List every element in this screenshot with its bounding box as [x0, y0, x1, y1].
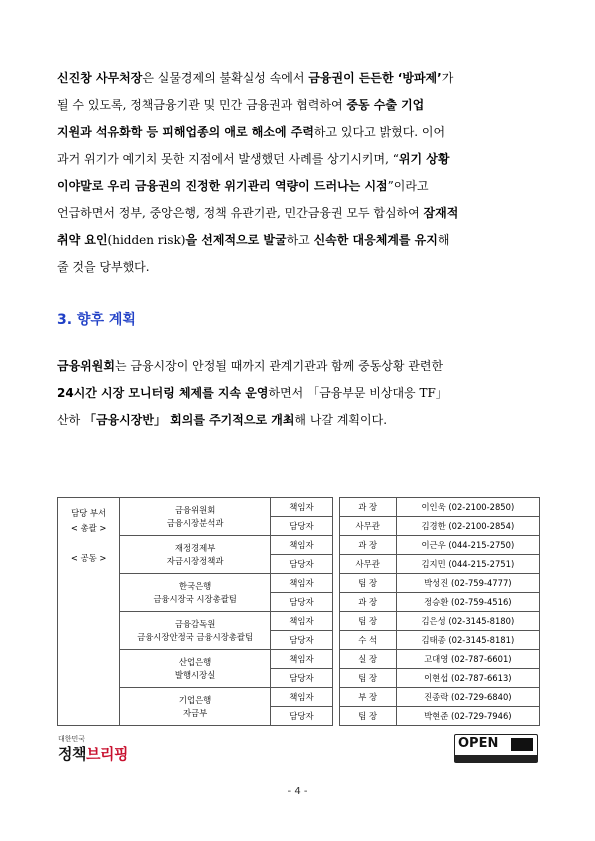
text: (hidden risk) [107, 233, 186, 247]
bold-text: 중동 수출 기업 [346, 98, 425, 112]
open-license-badge: OPEN [454, 734, 538, 763]
organization-cell: 재정경제부 자금시장정책과 [120, 536, 271, 574]
bold-text: 을 선제적으로 발굴 [185, 233, 287, 247]
bold-text: 잠재적 [423, 206, 459, 220]
contact-table [57, 497, 540, 726]
text-line [57, 353, 538, 380]
title-cell: 팀 장 [339, 669, 396, 688]
spacer [332, 707, 339, 726]
text: 언급하면서 정부, 중앙은행, 정책 유관기관, 민간금융권 모두 합심하여 [57, 206, 424, 220]
spacer [332, 669, 339, 688]
bold-text: 「금융시장반」 회의를 주기적으로 개최 [84, 413, 295, 427]
bold-text: 신진창 사무처장 [57, 71, 143, 85]
organization-cell: 산업은행 발행시장실 [120, 650, 271, 688]
text: 는 금융시장이 안정될 때까지 관계기관과 함께 중동상황 관련한 [114, 359, 444, 373]
text: 해 나갈 계획이다. [294, 413, 388, 427]
text: 줄 것을 당부했다. [57, 260, 150, 274]
text: 가 [441, 71, 454, 85]
text: ”이라고 [387, 179, 429, 193]
contact-row [58, 650, 540, 669]
role-cell: 책임자 [271, 688, 333, 707]
contact-row [58, 536, 540, 555]
bold-text: 금융권이 든든한 ‘방파제’ [308, 71, 442, 85]
role-cell: 담당자 [271, 669, 333, 688]
text: 해 [437, 233, 450, 247]
text: 될 수 있도록, 정책금융기관 및 민간 금융권과 협력하여 [57, 98, 347, 112]
text: 하면서 「금융부문 비상대응 TF」 [268, 386, 448, 400]
title-cell: 사무관 [339, 517, 396, 536]
bold-text: 이야말로 우리 금융권의 진정한 위기관리 역량이 드러나는 시점 [57, 179, 388, 193]
text-line [57, 173, 538, 200]
title-cell: 실 장 [339, 650, 396, 669]
person-cell: 김은성 (02-3145-8180) [396, 612, 539, 631]
spacer [332, 498, 339, 517]
contact-row [58, 498, 540, 517]
spacer [332, 688, 339, 707]
bold-text: 취약 요인 [57, 233, 108, 247]
role-cell: 담당자 [271, 555, 333, 574]
role-cell: 책임자 [271, 574, 333, 593]
text: 산하 [57, 413, 84, 427]
contact-row [58, 688, 540, 707]
person-cell: 이근우 (044-215-2750) [396, 536, 539, 555]
text-line [57, 92, 538, 119]
person-cell: 김태종 (02-3145-8181) [396, 631, 539, 650]
section-heading: 3. 향후 계획 [57, 312, 136, 328]
spacer [332, 650, 339, 669]
title-cell: 수 석 [339, 631, 396, 650]
text-line [57, 65, 538, 92]
text: 하고 있다고 밝혔다. 이어 [313, 125, 446, 139]
text-line [57, 227, 538, 254]
organization-cell: 금융위원회 금융시장분석과 [120, 498, 271, 536]
title-cell: 과 장 [339, 498, 396, 517]
bold-text: 신속한 대응체계를 유지 [313, 233, 438, 247]
bold-text: 위기 상황 [398, 152, 450, 166]
contact-row [58, 612, 540, 631]
spacer [332, 517, 339, 536]
title-cell: 팀 장 [339, 574, 396, 593]
person-cell: 이인욱 (02-2100-2850) [396, 498, 539, 517]
title-cell: 부 장 [339, 688, 396, 707]
person-cell: 정승환 (02-759-4516) [396, 593, 539, 612]
spacer [332, 536, 339, 555]
spacer [332, 574, 339, 593]
text: 하고 [286, 233, 314, 247]
role-cell: 책임자 [271, 536, 333, 555]
page-number: - 4 - [287, 786, 308, 797]
role-cell: 담당자 [271, 707, 333, 726]
person-cell: 이현섭 (02-787-6613) [396, 669, 539, 688]
organization-cell: 기업은행 자금부 [120, 688, 271, 726]
text-line [57, 380, 538, 407]
text-line [57, 254, 538, 281]
bold-text: 금융위원회 [57, 359, 115, 373]
spacer [332, 631, 339, 650]
person-cell: 진종락 (02-729-6840) [396, 688, 539, 707]
role-cell: 담당자 [271, 593, 333, 612]
body-paragraph-2 [57, 353, 538, 434]
text-line [57, 146, 538, 173]
person-cell: 김경한 (02-2100-2854) [396, 517, 539, 536]
person-cell: 김지민 (044-215-2751) [396, 555, 539, 574]
title-cell: 팀 장 [339, 612, 396, 631]
text: 은 실물경제의 불확실성 속에서 [142, 71, 309, 85]
person-cell: 박현준 (02-729-7946) [396, 707, 539, 726]
role-cell: 책임자 [271, 612, 333, 631]
title-cell: 과 장 [339, 536, 396, 555]
bold-text: 지원과 석유화학 등 피해업종의 애로 해소에 주력 [57, 125, 314, 139]
organization-cell: 금융감독원 금융시장안정국 금융시장총괄팀 [120, 612, 271, 650]
person-cell: 고대영 (02-787-6601) [396, 650, 539, 669]
text-line [57, 407, 538, 434]
department-label: 담당 부서 < 총괄 > < 공동 > [58, 498, 120, 726]
contact-row [58, 574, 540, 593]
text-line [57, 119, 538, 146]
title-cell: 사무관 [339, 555, 396, 574]
bold-text: 24시간 시장 모니터링 체제를 지속 운영 [57, 386, 269, 400]
spacer [332, 612, 339, 631]
spacer [332, 555, 339, 574]
spacer [332, 593, 339, 612]
role-cell: 책임자 [271, 650, 333, 669]
organization-cell: 한국은행 금융시장국 시장총괄팀 [120, 574, 271, 612]
role-cell: 책임자 [271, 498, 333, 517]
license-icon [511, 738, 533, 751]
policy-briefing-logo: 대한민국 정책브리핑 [58, 735, 128, 763]
text: 과거 위기가 예기치 못한 지점에서 발생했던 사례를 상기시키며, “ [57, 152, 399, 166]
body-paragraph-1 [57, 65, 538, 281]
role-cell: 담당자 [271, 631, 333, 650]
title-cell: 과 장 [339, 593, 396, 612]
license-strip [455, 755, 537, 762]
text-line [57, 200, 538, 227]
person-cell: 박성진 (02-759-4777) [396, 574, 539, 593]
title-cell: 팀 장 [339, 707, 396, 726]
role-cell: 담당자 [271, 517, 333, 536]
